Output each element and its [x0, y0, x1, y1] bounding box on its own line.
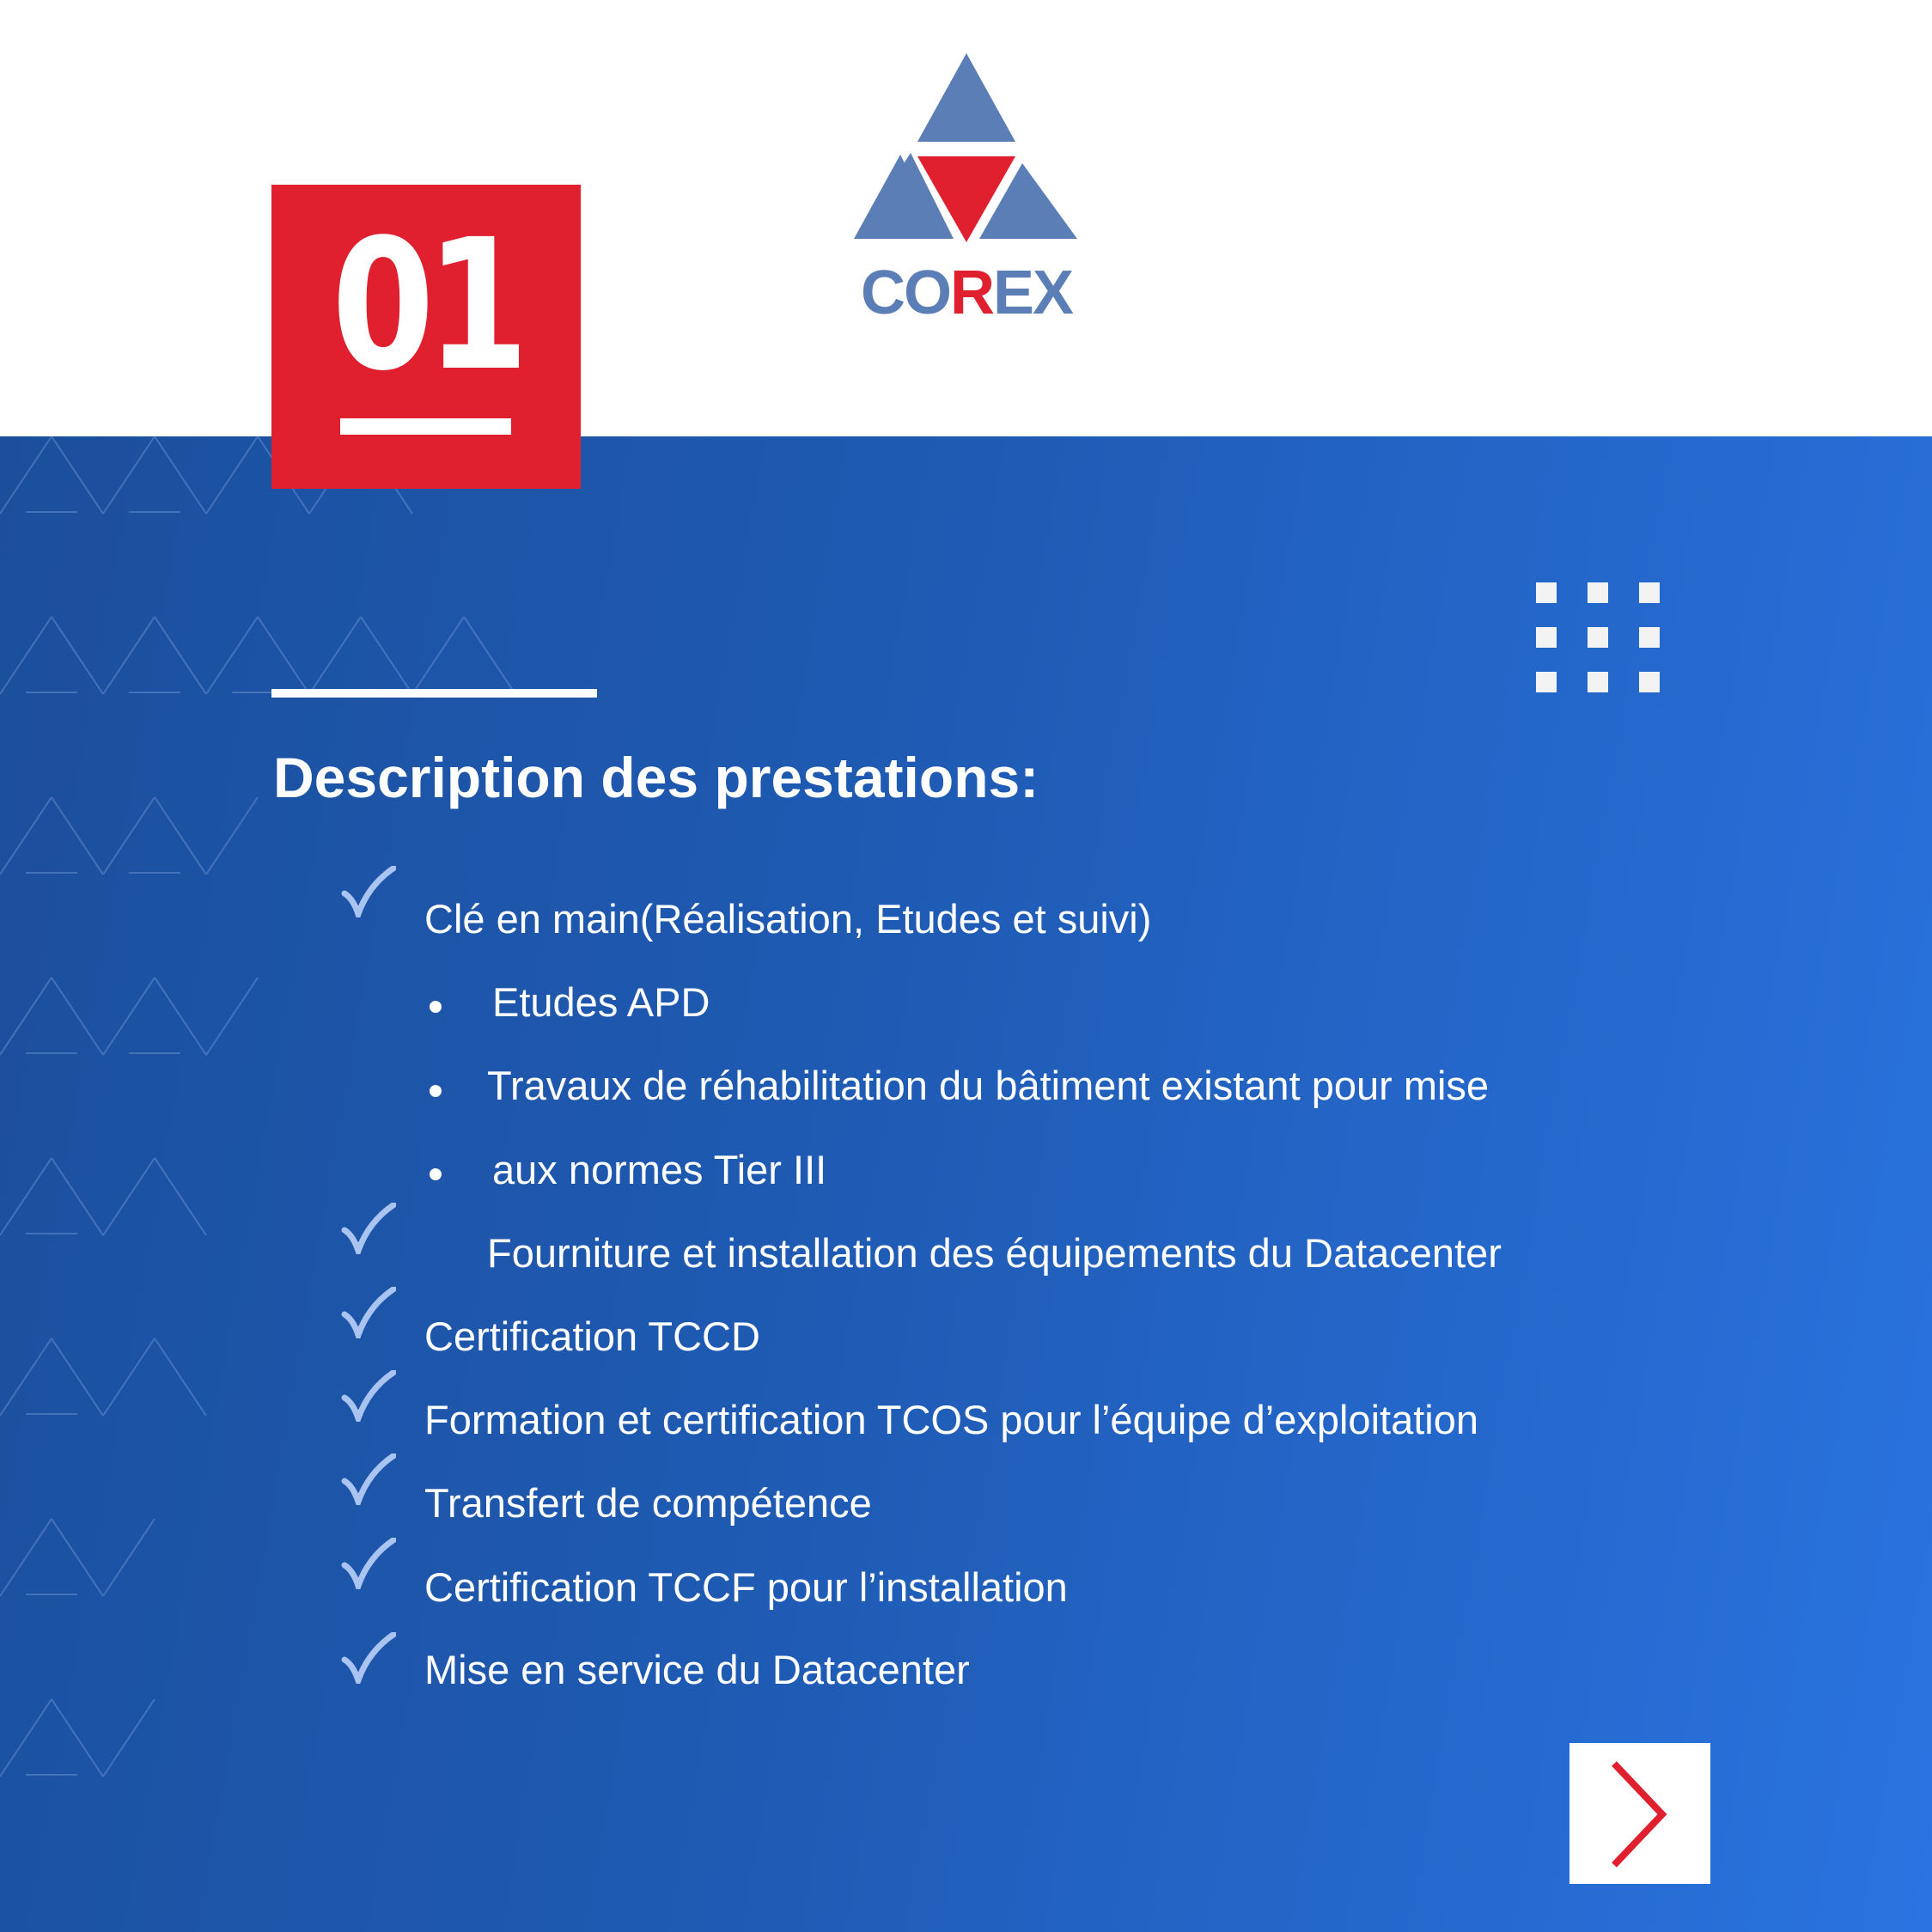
logo-triangles-icon — [847, 52, 1086, 258]
list-item: aux normes Tier III — [492, 1147, 827, 1192]
bullet-icon — [430, 1001, 442, 1013]
logo-wordmark: COREX — [860, 259, 1073, 327]
list-item: Formation et certification TCOS pour l’équipe d’exploitation — [424, 1397, 1478, 1442]
check-icon — [341, 1538, 396, 1589]
corex-logo — [847, 52, 1086, 326]
check-icon — [341, 1287, 396, 1338]
list-item: Certification TCCD — [424, 1313, 760, 1359]
section-heading: Description des prestations: — [273, 746, 1039, 809]
slide-number-badge — [271, 185, 581, 489]
list-item: Fourniture et installation des équipements du Datacenter — [487, 1230, 1502, 1276]
slide-number-underline — [340, 418, 511, 435]
check-icon — [341, 866, 396, 917]
list-item: Clé en main(Réalisation, Etudes et suivi) — [424, 896, 1152, 942]
check-icon — [341, 1632, 396, 1684]
list-item: Travaux de réhabilitation du bâtiment existant pour mise — [487, 1063, 1490, 1108]
heading-rule — [271, 689, 597, 698]
list-item: Transfert de compétence — [424, 1480, 872, 1526]
check-icon — [341, 1454, 396, 1505]
dot-grid-icon — [1536, 582, 1660, 692]
check-icon — [341, 1370, 396, 1422]
bullet-icon — [430, 1168, 442, 1180]
slide-number: 01 — [332, 200, 521, 411]
list-item: Mise en service du Datacenter — [424, 1647, 970, 1692]
chevron-right-icon — [1569, 1743, 1710, 1884]
list-item: Etudes APD — [492, 979, 710, 1025]
list-item: Certification TCCF pour l’installation — [424, 1564, 1068, 1610]
next-button[interactable] — [1569, 1743, 1710, 1884]
check-icon — [341, 1203, 396, 1254]
bullet-icon — [430, 1085, 442, 1097]
